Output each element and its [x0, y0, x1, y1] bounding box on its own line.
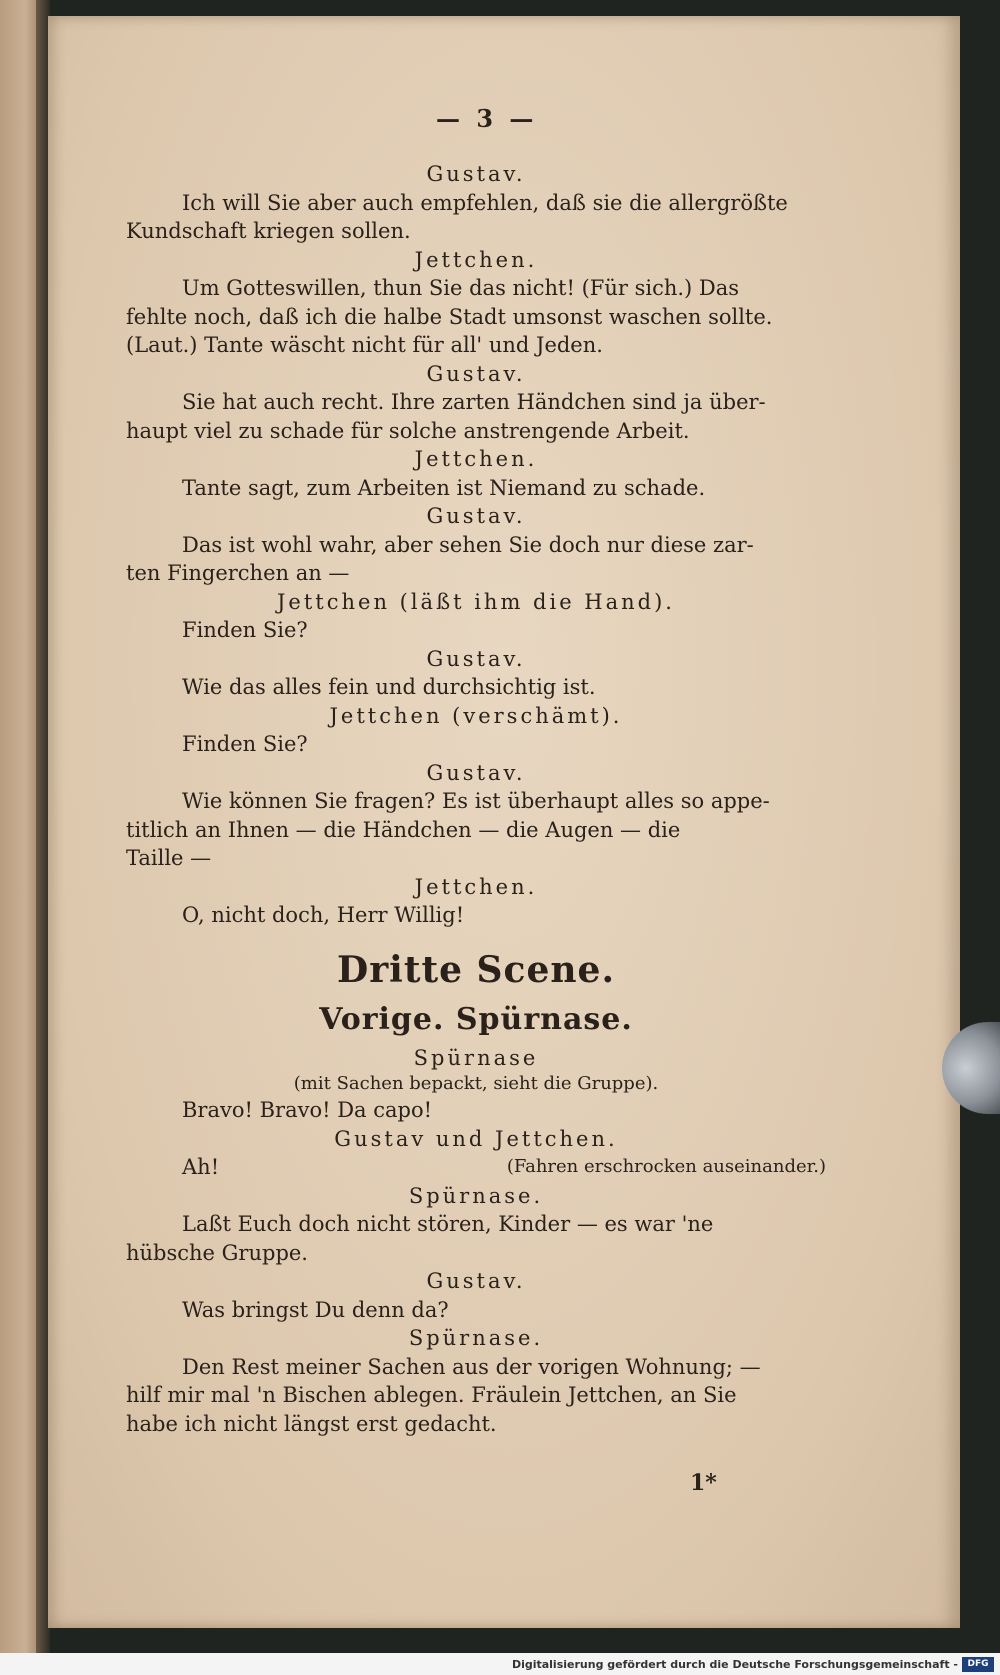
dialogue-line: Wie können Sie fragen? Es ist überhaupt alles so appe- [182, 789, 770, 813]
dialogue-line: Was bringst Du denn da? [182, 1297, 449, 1322]
page-number: — 3 — [436, 104, 538, 133]
dialogue-line: Ich will Sie aber auch empfehlen, daß sie die allergrößte [182, 190, 788, 215]
signature-mark: 1* [690, 1470, 717, 1496]
speaker-name: Gustav. [426, 646, 526, 671]
dialogue-line: Taille — [126, 846, 212, 870]
dialogue-line [126, 1153, 826, 1182]
scene-characters: Vorige. Spürnase. [319, 1001, 633, 1037]
speaker-name: Jettchen. [414, 447, 538, 471]
dialogue-line: Finden Sie? [182, 732, 308, 756]
speaker-name: Gustav. [426, 361, 526, 386]
dfg-logo: DFG [962, 1657, 994, 1672]
speaker-name: Jettchen (verschämt). [329, 703, 623, 728]
dialogue-line: Tante sagt, zum Arbeiten ist Niemand zu schade. [182, 475, 706, 500]
dialogue-line: Kundschaft kriegen sollen. [126, 219, 411, 243]
footer-credit: Digitalisierung gefördert durch die Deutsche Forschungsgemeinschaft - [511, 1658, 958, 1671]
dialogue-block-2 [126, 1044, 826, 1439]
dialogue-line: Um Gotteswillen, thun Sie das nicht! (Für sich.) Das [182, 276, 740, 300]
dialogue-line: Laßt Euch doch nicht stören, Kinder — es war 'ne [182, 1212, 714, 1236]
dialogue-line: hübsche Gruppe. [126, 1240, 308, 1265]
dialogue-line: Wie das alles fein und durchsichtig ist. [182, 675, 596, 699]
dialogue-line: (Laut.) Tante wäscht nicht für all' und Jeden. [126, 333, 603, 357]
speaker-name: Gustav. [426, 162, 526, 186]
dialogue-line: ten Fingerchen an — [126, 561, 350, 585]
stage-direction: (mit Sachen bepackt, sieht die Gruppe). [293, 1073, 659, 1094]
scene-heading: Dritte Scene. [337, 948, 615, 991]
dialogue-line: O, nicht doch, Herr Willig! [182, 903, 465, 927]
speaker-name: Jettchen. [414, 874, 538, 899]
speaker-name: Gustav. [426, 504, 526, 528]
dialogue-line: Bravo! Bravo! Da capo! [182, 1098, 433, 1122]
dialogue-line: Den Rest meiner Sachen aus der vorigen Wohnung; — [182, 1354, 761, 1379]
dialogue-line: haupt viel zu schade für solche anstrengende Arbeit. [126, 418, 690, 443]
dialogue-text: Ah! [182, 1155, 220, 1179]
dialogue-line: habe ich nicht längst erst gedacht. [126, 1411, 497, 1436]
dialogue-line: hilf mir mal 'n Bischen ablegen. Fräulein Jettchen, an Sie [126, 1383, 737, 1407]
speaker-name: Spürnase. [408, 1183, 544, 1208]
speaker-name: Gustav. [426, 1269, 526, 1293]
dialogue-line: Das ist wohl wahr, aber sehen Sie doch nur diese zar- [182, 532, 754, 557]
dialogue-line: Sie hat auch recht. Ihre zarten Händchen sind ja über- [182, 390, 766, 414]
speaker-name: Gustav. [426, 760, 526, 785]
dialogue-line: Finden Sie? [182, 618, 308, 642]
speaker-name: Spürnase. [408, 1326, 544, 1350]
dialogue-line: titlich an Ihnen — die Händchen — die Augen — die [126, 817, 681, 842]
dialogue-block-1 [126, 160, 826, 930]
dialogue-line: fehlte noch, daß ich die halbe Stadt umsonst waschen sollte. [126, 304, 773, 329]
speaker-name: Jettchen. [414, 247, 538, 272]
stage-direction: (Fahren erschrocken auseinander.) [506, 1156, 826, 1177]
speaker-name: Gustav und Jettchen. [334, 1126, 618, 1151]
footer-bar [0, 1653, 1000, 1675]
speaker-name: Spürnase [413, 1045, 539, 1070]
page-text [126, 160, 826, 1438]
speaker-name: Jettchen (läßt ihm die Hand). [277, 589, 675, 614]
